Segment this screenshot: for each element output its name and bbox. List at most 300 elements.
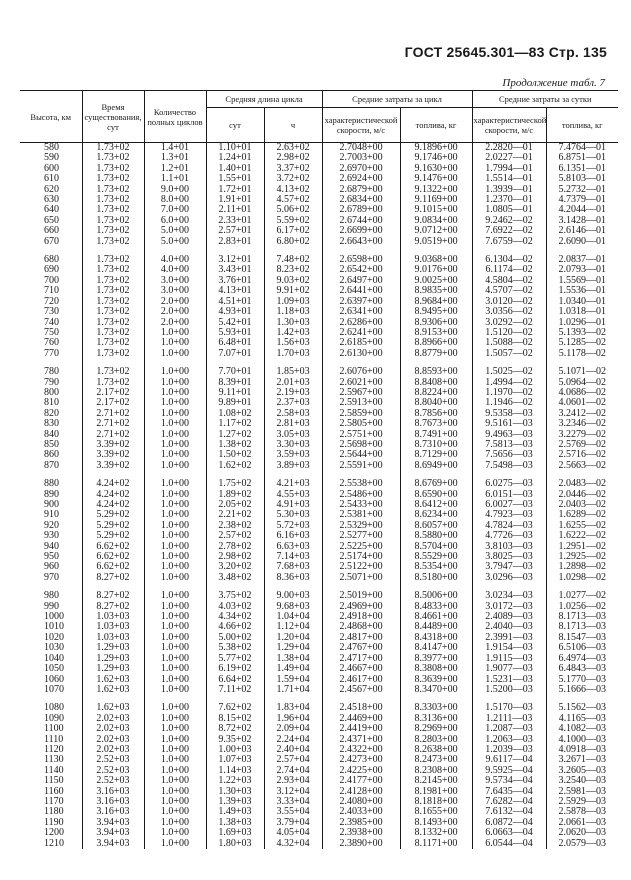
table-cell: 1.0+00 bbox=[144, 500, 206, 510]
table-cell: 3.0356—02 bbox=[472, 307, 546, 317]
table-cell: 5.72+03 bbox=[264, 521, 322, 531]
table-cell: 8.36+03 bbox=[264, 573, 322, 583]
table-row bbox=[20, 367, 618, 377]
table-cell: 6.62+02 bbox=[82, 552, 144, 562]
table-cell: 1.0298—02 bbox=[546, 573, 618, 583]
table-cell: 2.4918+00 bbox=[322, 612, 400, 622]
table-cell: 2.0446—02 bbox=[546, 490, 618, 500]
table-cell: 1.42+03 bbox=[264, 328, 322, 338]
table-cell: 2.4518+00 bbox=[322, 703, 400, 713]
table-cell: 1.62+03 bbox=[82, 675, 144, 685]
table-cell: 1.73+02 bbox=[82, 226, 144, 236]
table-cell: 1.0+00 bbox=[144, 828, 206, 838]
table-cell: 1.0805—01 bbox=[472, 205, 546, 215]
table-cell: 1.0+00 bbox=[144, 338, 206, 348]
table-cell: 1.03+03 bbox=[82, 622, 144, 632]
table-cell: 2.5433+00 bbox=[322, 500, 400, 510]
table-cell: 8.5529+00 bbox=[400, 552, 472, 562]
table-cell: 2.4419+00 bbox=[322, 724, 400, 734]
table-row bbox=[20, 349, 618, 359]
table-cell: 660 bbox=[44, 225, 59, 237]
table-cell: 1.5231—03 bbox=[472, 675, 546, 685]
table-cell: 1.0+00 bbox=[144, 776, 206, 786]
table-cell: 2.2820—01 bbox=[472, 143, 546, 154]
table-cell: 2.5381+00 bbox=[322, 510, 400, 520]
table-cell: 3.7947—03 bbox=[472, 562, 546, 572]
table-cell: 8.7491+00 bbox=[400, 430, 472, 440]
col-lifetime: Время существования, сут bbox=[82, 91, 144, 143]
table-cell: 1.0+00 bbox=[144, 378, 206, 388]
table-row bbox=[20, 724, 618, 734]
table-cell: 1.73+02 bbox=[82, 349, 144, 359]
table-cell: 4.7379—01 bbox=[546, 195, 618, 205]
table-cell: 2.5859+00 bbox=[322, 409, 400, 419]
table-continuation-label: Продолжение табл. 7 bbox=[502, 77, 605, 89]
table-cell: 1.73+02 bbox=[82, 255, 144, 265]
table-cell: 1.6255—02 bbox=[546, 521, 618, 531]
table-cell: 7.5813—03 bbox=[472, 440, 546, 450]
table-cell: 8.1332+00 bbox=[400, 828, 472, 838]
table-cell: 2.24+04 bbox=[264, 735, 322, 745]
table-cell: 8.1171+00 bbox=[400, 839, 472, 849]
table-cell: 960 bbox=[44, 561, 59, 573]
table-cell: 2.0661—03 bbox=[546, 818, 618, 828]
table-cell: 1.55+01 bbox=[206, 174, 264, 184]
table-cell: 4.1082—03 bbox=[546, 724, 618, 734]
table-cell: 1140 bbox=[44, 764, 64, 776]
table-cell: 1.9115—03 bbox=[472, 654, 546, 664]
table-cell: 1.0+00 bbox=[144, 490, 206, 500]
table-cell: 2.02+03 bbox=[82, 714, 144, 724]
table-cell: 3.0120—02 bbox=[472, 297, 546, 307]
table-cell: 4.0918—03 bbox=[546, 745, 618, 755]
table-cell: 1.3939—01 bbox=[472, 185, 546, 195]
table-row bbox=[20, 419, 618, 429]
table-cell: 880 bbox=[44, 478, 59, 490]
table-cell: 6.1351—01 bbox=[546, 164, 618, 174]
table-cell: 2.19+03 bbox=[264, 388, 322, 398]
table-cell: 2.6970+00 bbox=[322, 164, 400, 174]
table-cell: 1.4+01 bbox=[144, 143, 206, 154]
table-cell: 5.1770—03 bbox=[546, 675, 618, 685]
table-cell: 1.3+01 bbox=[144, 153, 206, 163]
table-cell: 910 bbox=[44, 509, 59, 521]
table-cell: 3.0+00 bbox=[144, 286, 206, 296]
table-cell: 3.2671—03 bbox=[546, 755, 618, 765]
table-cell: 1.0340—01 bbox=[546, 297, 618, 307]
table-cell: 2.5929—03 bbox=[546, 797, 618, 807]
table-cell: 1.2+01 bbox=[144, 164, 206, 174]
table-cell: 8.4489+00 bbox=[400, 622, 472, 632]
table-cell: 4.05+04 bbox=[264, 828, 322, 838]
table-cell: 2.6397+00 bbox=[322, 297, 400, 307]
table-cell: 2.71+02 bbox=[82, 409, 144, 419]
table-cell: 790 bbox=[44, 376, 59, 388]
table-cell: 8.39+01 bbox=[206, 378, 264, 388]
table-cell: 1.96+04 bbox=[264, 714, 322, 724]
table-cell: 9.0+00 bbox=[144, 185, 206, 195]
table-cell: 8.27+02 bbox=[82, 573, 144, 583]
table-cell: 1180 bbox=[44, 806, 64, 818]
table-cell: 1.38+02 bbox=[206, 440, 264, 450]
table-cell: 1.0+00 bbox=[144, 521, 206, 531]
table-cell: 2.4617+00 bbox=[322, 675, 400, 685]
table-cell: 1100 bbox=[44, 723, 64, 735]
table-cell: 8.6769+00 bbox=[400, 479, 472, 489]
table-cell: 1.59+04 bbox=[264, 675, 322, 685]
table-cell: 7.48+02 bbox=[264, 255, 322, 265]
table-cell: 1210 bbox=[44, 837, 64, 849]
table-cell: 2.57+04 bbox=[264, 755, 322, 765]
table-cell: 1.0+00 bbox=[144, 388, 206, 398]
table-cell: 1.6289—02 bbox=[546, 510, 618, 520]
table-cell: 1.2951—02 bbox=[546, 542, 618, 552]
table-cell: 6.62+02 bbox=[82, 562, 144, 572]
table-cell: 1.89+02 bbox=[206, 490, 264, 500]
table-cell: 2.5225+00 bbox=[322, 542, 400, 552]
table-cell: 4.24+02 bbox=[82, 479, 144, 489]
table-cell: 1060 bbox=[44, 673, 64, 685]
table-cell: 1.73+02 bbox=[82, 318, 144, 328]
table-cell: 8.1713—03 bbox=[546, 622, 618, 632]
table-cell: 9.6117—04 bbox=[472, 755, 546, 765]
table-cell: 810 bbox=[44, 397, 59, 409]
table-cell: 4.5707—02 bbox=[472, 286, 546, 296]
table-cell: 2.5019+00 bbox=[322, 591, 400, 601]
table-cell: 2.5981—03 bbox=[546, 787, 618, 797]
table-cell: 4.0+00 bbox=[144, 265, 206, 275]
table-cell: 5.29+02 bbox=[82, 510, 144, 520]
table-cell: 8.7129+00 bbox=[400, 450, 472, 460]
table-cell: 2.6789+00 bbox=[322, 205, 400, 215]
table-cell: 7.68+03 bbox=[264, 562, 322, 572]
table-cell: 2.7048+00 bbox=[322, 143, 400, 154]
table-cell: 4.32+04 bbox=[264, 839, 322, 849]
table-cell: 1.73+02 bbox=[82, 378, 144, 388]
table-cell: 4.7726—03 bbox=[472, 531, 546, 541]
table-cell: 8.2803+00 bbox=[400, 735, 472, 745]
table-cell: 2.6744+00 bbox=[322, 216, 400, 226]
table-cell: 2.3985+00 bbox=[322, 818, 400, 828]
table-cell: 1.62+03 bbox=[82, 703, 144, 713]
table-cell: 5.30+03 bbox=[264, 510, 322, 520]
table-cell: 3.16+03 bbox=[82, 807, 144, 817]
table-cell: 7.5498—03 bbox=[472, 461, 546, 471]
table-cell: 8.5880+00 bbox=[400, 531, 472, 541]
table-cell: 8.5704+00 bbox=[400, 542, 472, 552]
table-cell: 8.8966+00 bbox=[400, 338, 472, 348]
table-cell: 3.94+03 bbox=[82, 839, 144, 849]
table-cell: 3.05+03 bbox=[264, 430, 322, 440]
table-cell: 2.5071+00 bbox=[322, 573, 400, 583]
table-cell: 1.73+02 bbox=[82, 338, 144, 348]
table-cell: 2.5716—02 bbox=[546, 450, 618, 460]
table-cell: 2.0837—01 bbox=[546, 255, 618, 265]
table-cell: 3.16+03 bbox=[82, 797, 144, 807]
table-cell: 1.2111—03 bbox=[472, 714, 546, 724]
table-cell: 3.48+02 bbox=[206, 573, 264, 583]
table-cell: 6.4974—03 bbox=[546, 654, 618, 664]
table-cell: 2.71+02 bbox=[82, 430, 144, 440]
table-cell: 1.0+00 bbox=[144, 818, 206, 828]
table-cell: 3.2346—02 bbox=[546, 419, 618, 429]
table-cell: 2.5122+00 bbox=[322, 562, 400, 572]
table-cell: 4.91+03 bbox=[264, 500, 322, 510]
table-cell: 8.3639+00 bbox=[400, 675, 472, 685]
table-cell: 7.6922—02 bbox=[472, 226, 546, 236]
table-cell: 2.0793—01 bbox=[546, 265, 618, 275]
table-row bbox=[20, 776, 618, 786]
table-cell: 860 bbox=[44, 449, 59, 461]
table-cell: 1.0+00 bbox=[144, 745, 206, 755]
table-cell: 9.5358—03 bbox=[472, 409, 546, 419]
table-cell: 5.1178—02 bbox=[546, 349, 618, 359]
table-cell: 5.00+02 bbox=[206, 633, 264, 643]
table-cell: 1.73+02 bbox=[82, 205, 144, 215]
table-cell: 8.1981+00 bbox=[400, 787, 472, 797]
table-cell: 2.6090—01 bbox=[546, 237, 618, 247]
table-cell: 1080 bbox=[44, 702, 64, 714]
table-cell: 1.7994—01 bbox=[472, 164, 546, 174]
table-cell: 830 bbox=[44, 418, 59, 430]
table-cell: 1.73+02 bbox=[82, 153, 144, 163]
table-cell: 2.57+02 bbox=[206, 531, 264, 541]
table-cell: 2.6341+00 bbox=[322, 307, 400, 317]
table-cell: 1.73+02 bbox=[82, 328, 144, 338]
table-cell: 780 bbox=[44, 366, 59, 378]
table-cell: 5.06+02 bbox=[264, 205, 322, 215]
table-cell: 1.5170—03 bbox=[472, 703, 546, 713]
table-cell: 950 bbox=[44, 551, 59, 563]
table-cell: 2.98+02 bbox=[206, 552, 264, 562]
table-cell: 1.70+03 bbox=[264, 349, 322, 359]
table-cell: 1130 bbox=[44, 754, 64, 766]
table-cell: 3.37+02 bbox=[264, 164, 322, 174]
table-cell: 1.73+02 bbox=[82, 195, 144, 205]
table-cell: 2.11+01 bbox=[206, 205, 264, 215]
table-cell: 5.1285—02 bbox=[546, 338, 618, 348]
table-cell: 2.5805+00 bbox=[322, 419, 400, 429]
table-cell: 7.0+00 bbox=[144, 205, 206, 215]
table-cell: 6.19+02 bbox=[206, 664, 264, 674]
table-cell: 2.4273+00 bbox=[322, 755, 400, 765]
table-row bbox=[20, 307, 618, 317]
table-cell: 1.24+01 bbox=[206, 153, 264, 163]
table-cell: 1.83+04 bbox=[264, 703, 322, 713]
table-cell: 3.0234—03 bbox=[472, 591, 546, 601]
table-cell: 4.66+02 bbox=[206, 622, 264, 632]
col-group-cycle-length: Средняя длина цикла bbox=[206, 91, 322, 108]
table-cell: 3.2279—02 bbox=[546, 430, 618, 440]
table-cell: 6.16+03 bbox=[264, 531, 322, 541]
table-cell: 1.0+00 bbox=[144, 562, 206, 572]
table-cell: 8.27+02 bbox=[82, 591, 144, 601]
table-cell: 1.29+03 bbox=[82, 643, 144, 653]
table-cell: 1.30+03 bbox=[264, 318, 322, 328]
table-cell: 2.4033+00 bbox=[322, 807, 400, 817]
table-cell: 1.38+03 bbox=[206, 818, 264, 828]
table-cell: 2.5591+00 bbox=[322, 461, 400, 471]
table-row bbox=[20, 573, 618, 583]
table-cell: 5.1562—03 bbox=[546, 703, 618, 713]
table-cell: 4.13+02 bbox=[264, 185, 322, 195]
table-cell: 1.0277—02 bbox=[546, 591, 618, 601]
table-cell: 1.0+00 bbox=[144, 552, 206, 562]
table-cell: 1120 bbox=[44, 743, 64, 755]
table-cell: 2.4371+00 bbox=[322, 735, 400, 745]
table-cell: 3.76+01 bbox=[206, 276, 264, 286]
table-cell: 1070 bbox=[44, 683, 64, 695]
table-cell: 2.52+03 bbox=[82, 776, 144, 786]
table-cell: 2.52+03 bbox=[82, 755, 144, 765]
table-cell: 1.29+03 bbox=[82, 654, 144, 664]
table-cell: 2.71+02 bbox=[82, 419, 144, 429]
table-cell: 1.0296—01 bbox=[546, 318, 618, 328]
table-cell: 2.02+03 bbox=[82, 724, 144, 734]
table-cell: 5.93+01 bbox=[206, 328, 264, 338]
table-cell: 720 bbox=[44, 295, 59, 307]
table-cell: 980 bbox=[44, 590, 59, 602]
table-cell: 5.8103—01 bbox=[546, 174, 618, 184]
table-cell: 970 bbox=[44, 571, 59, 583]
table-cell: 1200 bbox=[44, 827, 64, 839]
table-cell: 3.2540—03 bbox=[546, 776, 618, 786]
table-cell: 5.29+02 bbox=[82, 521, 144, 531]
table-cell: 940 bbox=[44, 540, 59, 552]
table-cell: 2.5277+00 bbox=[322, 531, 400, 541]
table-cell: 8.4661+00 bbox=[400, 612, 472, 622]
table-cell: 1.73+02 bbox=[82, 216, 144, 226]
table-cell: 2.3991—03 bbox=[472, 633, 546, 643]
table-cell: 1.62+02 bbox=[206, 461, 264, 471]
table-cell: 9.2462—02 bbox=[472, 216, 546, 226]
table-cell: 1.75+02 bbox=[206, 479, 264, 489]
table-cell: 1.49+04 bbox=[264, 664, 322, 674]
col-height: Высота, км bbox=[20, 91, 82, 143]
table-cell: 3.39+02 bbox=[82, 461, 144, 471]
table-cell: 7.6282—04 bbox=[472, 797, 546, 807]
table-cell: 710 bbox=[44, 285, 59, 297]
table-cell: 3.12+01 bbox=[206, 255, 264, 265]
table-cell: 1.04+04 bbox=[264, 612, 322, 622]
table-cell: 8.8224+00 bbox=[400, 388, 472, 398]
table-cell: 2.6185+00 bbox=[322, 338, 400, 348]
table-cell: 7.14+03 bbox=[264, 552, 322, 562]
table-cell: 890 bbox=[44, 488, 59, 500]
table-cell: 2.52+03 bbox=[82, 766, 144, 776]
table-cell: 1.2898—02 bbox=[546, 562, 618, 572]
table-cell: 1.14+03 bbox=[206, 766, 264, 776]
table-cell: 5.42+01 bbox=[206, 318, 264, 328]
table-cell: 2.4128+00 bbox=[322, 787, 400, 797]
table-cell: 3.8025—03 bbox=[472, 552, 546, 562]
table-cell: 4.21+03 bbox=[264, 479, 322, 489]
table-cell: 1.0+00 bbox=[144, 714, 206, 724]
table-cell: 7.6435—04 bbox=[472, 787, 546, 797]
table-cell: 6.64+02 bbox=[206, 675, 264, 685]
table-cell: 1.73+02 bbox=[82, 265, 144, 275]
table-cell: 3.0292—02 bbox=[472, 318, 546, 328]
table-cell: 1.1970—02 bbox=[472, 388, 546, 398]
table-cell: 1090 bbox=[44, 712, 64, 724]
table-cell: 1.62+03 bbox=[82, 685, 144, 695]
table-cell: 2.5913+00 bbox=[322, 398, 400, 408]
table-cell: 2.6021+00 bbox=[322, 378, 400, 388]
table-cell: 2.6441+00 bbox=[322, 286, 400, 296]
table-cell: 670 bbox=[44, 235, 59, 247]
table-cell: 2.17+02 bbox=[82, 398, 144, 408]
table-cell: 8.2969+00 bbox=[400, 724, 472, 734]
col-day-fuel: топлива, кг bbox=[546, 108, 618, 143]
table-cell: 3.39+02 bbox=[82, 450, 144, 460]
table-cell: 9.00+03 bbox=[264, 591, 322, 601]
table-cell: 2.5644+00 bbox=[322, 450, 400, 460]
table-cell: 1.69+03 bbox=[206, 828, 264, 838]
table-cell: 2.0+00 bbox=[144, 307, 206, 317]
table-cell: 3.33+04 bbox=[264, 797, 322, 807]
table-cell: 7.4764—01 bbox=[546, 143, 618, 154]
table-cell: 9.11+01 bbox=[206, 388, 264, 398]
table-cell: 1150 bbox=[44, 775, 64, 787]
table-cell: 6.63+03 bbox=[264, 542, 322, 552]
table-cell: 3.0+00 bbox=[144, 276, 206, 286]
table-cell: 1.0+00 bbox=[144, 755, 206, 765]
table-cell: 8.9153+00 bbox=[400, 328, 472, 338]
table-cell: 1.0+00 bbox=[144, 409, 206, 419]
table-cell: 4.0601—02 bbox=[546, 398, 618, 408]
table-cell: 4.55+03 bbox=[264, 490, 322, 500]
table-cell: 2.0227—01 bbox=[472, 153, 546, 163]
table-cell: 1.71+04 bbox=[264, 685, 322, 695]
table-cell: 9.1169+00 bbox=[400, 195, 472, 205]
table-cell: 1.10+01 bbox=[206, 143, 264, 154]
table-cell: 1.91+01 bbox=[206, 195, 264, 205]
table-cell: 1.5200—03 bbox=[472, 685, 546, 695]
table-cell: 2.4667+00 bbox=[322, 664, 400, 674]
table-row bbox=[20, 685, 618, 695]
table-cell: 740 bbox=[44, 316, 59, 328]
table-cell: 1.40+01 bbox=[206, 164, 264, 174]
table-cell: 1.2370—01 bbox=[472, 195, 546, 205]
table-cell: 1.0+00 bbox=[144, 703, 206, 713]
col-cycles: Количество полных циклов bbox=[144, 91, 206, 143]
table-cell: 8.4833+00 bbox=[400, 602, 472, 612]
table-cell: 1.0+00 bbox=[144, 542, 206, 552]
table-cell: 4.03+02 bbox=[206, 602, 264, 612]
table-cell: 2.21+02 bbox=[206, 510, 264, 520]
table-cell: 8.1493+00 bbox=[400, 818, 472, 828]
table-cell: 1.0318—01 bbox=[546, 307, 618, 317]
table-cell: 1.0+00 bbox=[144, 724, 206, 734]
table-cell: 750 bbox=[44, 326, 59, 338]
table-cell: 1170 bbox=[44, 795, 64, 807]
table-cell: 1.5569—01 bbox=[546, 276, 618, 286]
table-cell: 6.48+01 bbox=[206, 338, 264, 348]
table-cell: 4.0+00 bbox=[144, 255, 206, 265]
table-cell: 2.17+02 bbox=[82, 388, 144, 398]
table-cell: 2.4322+00 bbox=[322, 745, 400, 755]
table-cell: 8.6057+00 bbox=[400, 521, 472, 531]
table-cell: 1.1+01 bbox=[144, 174, 206, 184]
table-cell: 730 bbox=[44, 306, 59, 318]
table-cell: 700 bbox=[44, 274, 59, 286]
table-cell: 1.0+00 bbox=[144, 602, 206, 612]
table-cell: 8.1547—03 bbox=[546, 633, 618, 643]
table-cell: 5.77+02 bbox=[206, 654, 264, 664]
table-cell: 7.5656—03 bbox=[472, 450, 546, 460]
table-cell: 1.0+00 bbox=[144, 685, 206, 695]
table-cell: 9.91+02 bbox=[264, 286, 322, 296]
